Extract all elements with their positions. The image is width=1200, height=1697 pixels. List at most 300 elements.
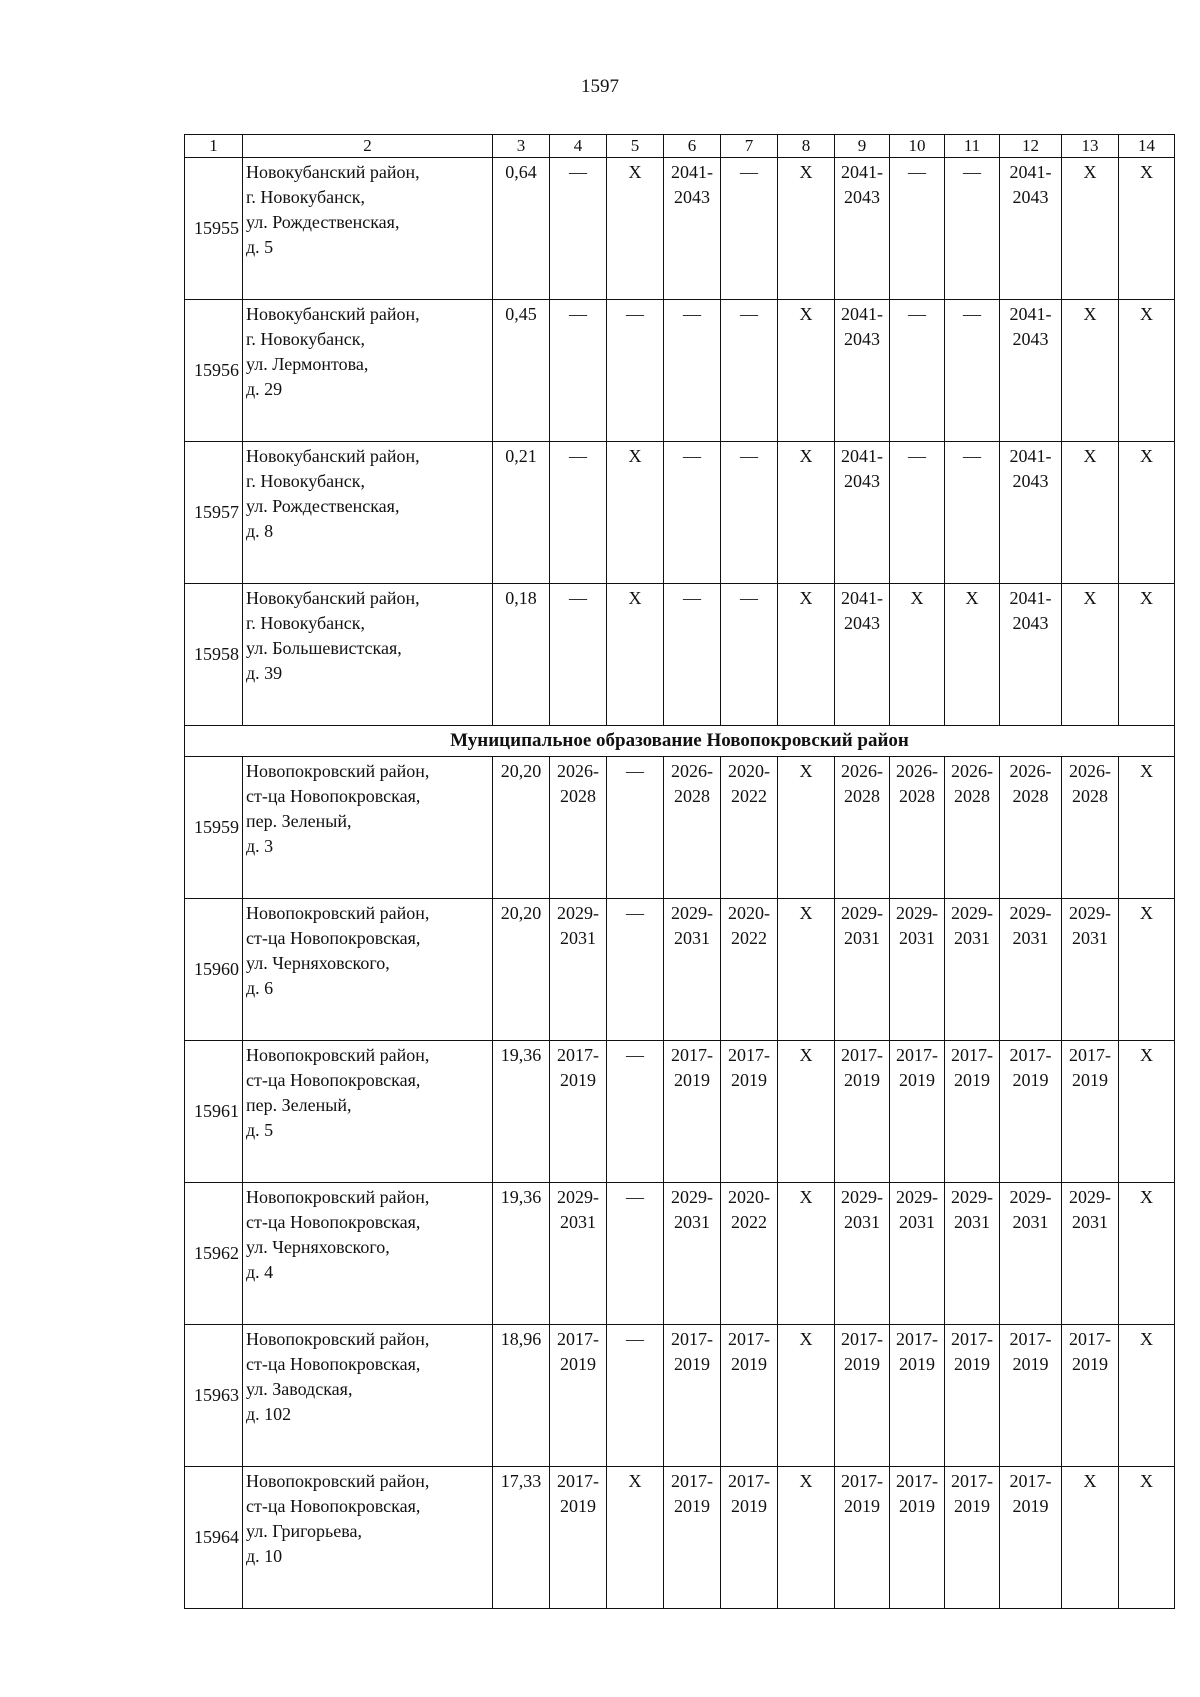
cell-text: 2019 xyxy=(560,1070,596,1090)
cell-text: 2019 xyxy=(731,1354,767,1374)
cell-text: 2019 xyxy=(954,1354,990,1374)
cell-text: 2031 xyxy=(844,1212,880,1232)
cell-text: 2031 xyxy=(674,928,710,948)
value-cell xyxy=(1062,158,1119,300)
value-cell xyxy=(890,1183,945,1325)
cell-text: 2028 xyxy=(1012,786,1049,806)
value-cell xyxy=(664,757,721,899)
cell-text: 2029- xyxy=(671,903,713,923)
cell-text: X xyxy=(1083,588,1097,608)
value-cell xyxy=(890,158,945,300)
cell-text: 2020- xyxy=(728,903,770,923)
area-cell: 19,36 xyxy=(493,1183,550,1325)
address-line: пер. Зеленый, xyxy=(246,1095,352,1115)
cell-text: X xyxy=(799,903,813,923)
cell-text: 2031 xyxy=(1072,928,1108,948)
row-number: 15956 xyxy=(185,300,243,442)
cell-text: 2017- xyxy=(728,1329,770,1349)
value-cell xyxy=(664,158,721,300)
address-line: д. 5 xyxy=(246,237,274,257)
column-number-row xyxy=(185,135,1175,158)
value-cell xyxy=(550,899,607,1041)
value-cell xyxy=(890,899,945,1041)
value-cell xyxy=(721,1325,778,1467)
cell-text: 2017- xyxy=(951,1329,993,1349)
column-number: 5 xyxy=(607,135,664,158)
address-line: Новокубанский район, xyxy=(246,446,420,466)
cell-text: X xyxy=(1140,1187,1153,1207)
cell-text: X xyxy=(799,761,813,781)
address-line: Новопокровский район, xyxy=(246,1045,430,1065)
table-row xyxy=(185,757,1175,899)
value-cell xyxy=(945,300,1000,442)
value-cell xyxy=(1119,899,1175,1041)
address-cell xyxy=(243,1467,493,1609)
value-cell xyxy=(835,1325,890,1467)
cell-text: — xyxy=(683,588,701,608)
value-cell xyxy=(890,442,945,584)
cell-text: — xyxy=(626,761,644,781)
value-cell xyxy=(890,300,945,442)
value-cell xyxy=(721,757,778,899)
cell-text: 2031 xyxy=(899,928,935,948)
area-cell: 0,18 xyxy=(493,584,550,726)
value-cell xyxy=(664,1325,721,1467)
address-line: г. Новокубанск, xyxy=(246,471,365,491)
cell-text: — xyxy=(740,446,758,466)
cell-text: 2017- xyxy=(671,1329,713,1349)
cell-text: 2017- xyxy=(951,1471,993,1491)
cell-text: X xyxy=(1083,162,1097,182)
cell-text: 2029- xyxy=(557,903,599,923)
value-cell xyxy=(721,158,778,300)
address-line: ул. Черняховского, xyxy=(246,953,390,973)
value-cell xyxy=(1119,442,1175,584)
cell-text: 2028 xyxy=(674,786,710,806)
cell-text: 2019 xyxy=(674,1354,710,1374)
cell-text: 2022 xyxy=(731,1212,767,1232)
value-cell xyxy=(835,1467,890,1609)
cell-text: 2031 xyxy=(954,1212,990,1232)
cell-text: X xyxy=(1140,761,1153,781)
value-cell xyxy=(1119,1467,1175,1609)
cell-text: 2019 xyxy=(1012,1354,1049,1374)
column-number: 9 xyxy=(835,135,890,158)
value-cell xyxy=(1119,757,1175,899)
cell-text: 2028 xyxy=(1072,786,1108,806)
value-cell xyxy=(1062,300,1119,442)
cell-text: 2019 xyxy=(731,1070,767,1090)
area-cell: 0,21 xyxy=(493,442,550,584)
address-cell xyxy=(243,757,493,899)
cell-text: 2017- xyxy=(557,1471,599,1491)
cell-text: 2017- xyxy=(841,1329,883,1349)
cell-text: 2019 xyxy=(899,1070,935,1090)
value-cell xyxy=(778,1041,835,1183)
value-cell xyxy=(778,1467,835,1609)
value-cell xyxy=(607,300,664,442)
cell-text: X xyxy=(965,588,979,608)
cell-text: 2019 xyxy=(1072,1354,1108,1374)
cell-text: X xyxy=(1140,446,1153,466)
area-cell: 0,45 xyxy=(493,300,550,442)
cell-text: X xyxy=(799,1329,813,1349)
value-cell xyxy=(778,1325,835,1467)
value-cell xyxy=(607,1183,664,1325)
cell-text: 2017- xyxy=(671,1471,713,1491)
address-line: ст-ца Новопокровская, xyxy=(246,1212,421,1232)
cell-text: 2043 xyxy=(844,471,880,491)
cell-text: — xyxy=(963,446,981,466)
cell-text: 2017- xyxy=(951,1045,993,1065)
table-row xyxy=(185,1041,1175,1183)
cell-text: X xyxy=(628,588,642,608)
value-cell xyxy=(550,1041,607,1183)
value-cell xyxy=(945,1467,1000,1609)
value-cell xyxy=(550,1183,607,1325)
cell-text: 2031 xyxy=(1012,928,1049,948)
value-cell xyxy=(1062,1325,1119,1467)
cell-text: 2031 xyxy=(1072,1212,1108,1232)
cell-text: 2043 xyxy=(674,187,710,207)
cell-text: 2017- xyxy=(896,1045,938,1065)
cell-text: 2017- xyxy=(557,1045,599,1065)
cell-text: 2019 xyxy=(731,1496,767,1516)
table-row xyxy=(185,300,1175,442)
value-cell xyxy=(607,1325,664,1467)
address-line: г. Новокубанск, xyxy=(246,613,365,633)
cell-text: 2022 xyxy=(731,786,767,806)
value-cell xyxy=(550,584,607,726)
value-cell xyxy=(550,300,607,442)
cell-text: — xyxy=(569,446,587,466)
cell-text: 2020- xyxy=(728,761,770,781)
cell-text: — xyxy=(740,162,758,182)
cell-text: 2043 xyxy=(844,613,880,633)
cell-text: 2031 xyxy=(1012,1212,1049,1232)
cell-text: 2019 xyxy=(844,1070,880,1090)
column-number: 8 xyxy=(778,135,835,158)
cell-text: 2029- xyxy=(671,1187,713,1207)
column-number: 6 xyxy=(664,135,721,158)
address-cell xyxy=(243,1183,493,1325)
area-cell: 0,64 xyxy=(493,158,550,300)
value-cell xyxy=(890,1467,945,1609)
cell-text: 2043 xyxy=(1012,329,1049,349)
cell-text: 2041- xyxy=(1009,304,1052,324)
value-cell xyxy=(721,1183,778,1325)
address-line: ул. Заводская, xyxy=(246,1379,353,1399)
area-cell: 20,20 xyxy=(493,757,550,899)
cell-text: 2026- xyxy=(557,761,599,781)
value-cell xyxy=(1062,442,1119,584)
column-number: 12 xyxy=(1000,135,1062,158)
cell-text: X xyxy=(1083,304,1097,324)
value-cell xyxy=(1119,300,1175,442)
cell-text: 2026- xyxy=(1069,761,1111,781)
value-cell xyxy=(890,1041,945,1183)
value-cell xyxy=(664,899,721,1041)
cell-text: 2041- xyxy=(841,304,883,324)
page-number: 1597 xyxy=(581,76,619,97)
address-line: ст-ца Новопокровская, xyxy=(246,786,421,806)
cell-text: 2043 xyxy=(1012,471,1049,491)
address-line: ул. Рождественская, xyxy=(246,496,400,516)
table-row xyxy=(185,1325,1175,1467)
value-cell xyxy=(1062,757,1119,899)
value-cell xyxy=(550,757,607,899)
cell-text: 2017- xyxy=(1009,1045,1052,1065)
cell-text: — xyxy=(569,304,587,324)
cell-text: 2028 xyxy=(954,786,990,806)
value-cell xyxy=(721,584,778,726)
cell-text: X xyxy=(799,1471,813,1491)
value-cell xyxy=(835,899,890,1041)
address-line: Новопокровский район, xyxy=(246,903,430,923)
address-line: Новопокровский район, xyxy=(246,761,430,781)
cell-text: X xyxy=(799,446,813,466)
address-line: Новопокровский район, xyxy=(246,1329,430,1349)
value-cell xyxy=(1000,1183,1062,1325)
address-line: ул. Григорьева, xyxy=(246,1521,362,1541)
value-cell xyxy=(607,1467,664,1609)
value-cell xyxy=(778,442,835,584)
address-line: ул. Рождественская, xyxy=(246,212,400,232)
address-cell xyxy=(243,584,493,726)
cell-text: 2019 xyxy=(954,1070,990,1090)
row-number: 15960 xyxy=(185,899,243,1041)
row-number: 15961 xyxy=(185,1041,243,1183)
address-line: д. 8 xyxy=(246,521,274,541)
row-number: 15959 xyxy=(185,757,243,899)
cell-text: — xyxy=(626,1329,644,1349)
value-cell xyxy=(664,300,721,442)
value-cell xyxy=(945,1325,1000,1467)
cell-text: 2028 xyxy=(844,786,880,806)
value-cell xyxy=(1119,1041,1175,1183)
column-number: 4 xyxy=(550,135,607,158)
value-cell xyxy=(607,158,664,300)
table-row xyxy=(185,584,1175,726)
value-cell xyxy=(778,158,835,300)
address-line: ул. Черняховского, xyxy=(246,1237,390,1257)
cell-text: 2043 xyxy=(1012,613,1049,633)
value-cell xyxy=(945,584,1000,726)
row-number: 15964 xyxy=(185,1467,243,1609)
cell-text: X xyxy=(910,588,924,608)
cell-text: 2019 xyxy=(899,1496,935,1516)
address-line: д. 39 xyxy=(246,663,283,683)
address-line: ул. Лермонтова, xyxy=(246,354,369,374)
value-cell xyxy=(607,899,664,1041)
value-cell xyxy=(664,442,721,584)
value-cell xyxy=(835,1041,890,1183)
area-cell: 18,96 xyxy=(493,1325,550,1467)
repair-schedule-table xyxy=(184,134,1175,1609)
cell-text: 2017- xyxy=(841,1045,883,1065)
cell-text: 2043 xyxy=(1012,187,1049,207)
cell-text: — xyxy=(683,304,701,324)
cell-text: 2029- xyxy=(951,1187,993,1207)
cell-text: 2019 xyxy=(1012,1070,1049,1090)
cell-text: X xyxy=(799,304,813,324)
cell-text: — xyxy=(626,903,644,923)
address-line: Новопокровский район, xyxy=(246,1187,430,1207)
cell-text: 2019 xyxy=(674,1070,710,1090)
cell-text: 2019 xyxy=(1012,1496,1049,1516)
cell-text: 2026- xyxy=(841,761,883,781)
value-cell xyxy=(778,1183,835,1325)
section-row xyxy=(185,726,1175,757)
value-cell xyxy=(721,899,778,1041)
cell-text: 2019 xyxy=(560,1496,596,1516)
cell-text: — xyxy=(569,588,587,608)
address-cell xyxy=(243,158,493,300)
value-cell xyxy=(1000,300,1062,442)
cell-text: 2043 xyxy=(844,187,880,207)
cell-text: 2029- xyxy=(557,1187,599,1207)
value-cell xyxy=(1000,158,1062,300)
value-cell xyxy=(778,584,835,726)
address-line: Новопокровский район, xyxy=(246,1471,430,1491)
cell-text: 2020- xyxy=(728,1187,770,1207)
cell-text: 2017- xyxy=(557,1329,599,1349)
cell-text: 2041- xyxy=(1009,446,1052,466)
address-line: д. 102 xyxy=(246,1404,292,1424)
value-cell xyxy=(945,1041,1000,1183)
address-line: д. 5 xyxy=(246,1120,274,1140)
cell-text: 2026- xyxy=(896,761,938,781)
cell-text: 2029- xyxy=(1009,1187,1052,1207)
value-cell xyxy=(721,1467,778,1609)
address-line: ул. Большевистская, xyxy=(246,638,402,658)
address-cell xyxy=(243,442,493,584)
value-cell xyxy=(945,899,1000,1041)
cell-text: 2041- xyxy=(841,588,883,608)
cell-text: 2029- xyxy=(1009,903,1052,923)
address-line: д. 3 xyxy=(246,836,274,856)
cell-text: 2041- xyxy=(1009,588,1052,608)
address-line: д. 10 xyxy=(246,1546,283,1566)
value-cell xyxy=(778,300,835,442)
cell-text: X xyxy=(1140,1329,1153,1349)
cell-text: 2019 xyxy=(1072,1070,1108,1090)
cell-text: 2031 xyxy=(674,1212,710,1232)
cell-text: 2029- xyxy=(841,903,883,923)
cell-text: 2029- xyxy=(896,903,938,923)
cell-text: X xyxy=(1140,162,1153,182)
cell-text: X xyxy=(799,1187,813,1207)
cell-text: X xyxy=(1083,1471,1097,1491)
cell-text: 2017- xyxy=(1069,1045,1111,1065)
value-cell xyxy=(1119,1325,1175,1467)
cell-text: — xyxy=(908,304,926,324)
address-line: Новокубанский район, xyxy=(246,304,420,324)
cell-text: — xyxy=(569,162,587,182)
cell-text: — xyxy=(963,162,981,182)
value-cell xyxy=(835,1183,890,1325)
area-cell: 17,33 xyxy=(493,1467,550,1609)
column-number: 14 xyxy=(1119,135,1175,158)
cell-text: 2019 xyxy=(674,1496,710,1516)
value-cell xyxy=(550,1467,607,1609)
value-cell xyxy=(607,757,664,899)
value-cell xyxy=(721,300,778,442)
cell-text: 2031 xyxy=(954,928,990,948)
cell-text: 2019 xyxy=(844,1354,880,1374)
column-number: 2 xyxy=(243,135,493,158)
column-number: 1 xyxy=(185,135,243,158)
section-title: Муниципальное образование Новопокровский район xyxy=(185,726,1175,757)
value-cell xyxy=(664,1183,721,1325)
value-cell xyxy=(1062,899,1119,1041)
value-cell xyxy=(1000,757,1062,899)
cell-text: 2019 xyxy=(844,1496,880,1516)
value-cell xyxy=(1000,1041,1062,1183)
cell-text: 2029- xyxy=(1069,903,1111,923)
value-cell xyxy=(945,1183,1000,1325)
cell-text: — xyxy=(963,304,981,324)
value-cell xyxy=(1000,1467,1062,1609)
cell-text: 2041- xyxy=(1009,162,1052,182)
cell-text: 2019 xyxy=(899,1354,935,1374)
cell-text: X xyxy=(1140,588,1153,608)
address-line: г. Новокубанск, xyxy=(246,329,365,349)
value-cell xyxy=(835,757,890,899)
cell-text: X xyxy=(628,1471,642,1491)
value-cell xyxy=(721,442,778,584)
column-number: 13 xyxy=(1062,135,1119,158)
cell-text: 2043 xyxy=(844,329,880,349)
address-line: д. 6 xyxy=(246,978,274,998)
cell-text: X xyxy=(628,162,642,182)
cell-text: 2017- xyxy=(1009,1329,1052,1349)
cell-text: 2031 xyxy=(560,928,596,948)
value-cell xyxy=(945,757,1000,899)
column-number: 3 xyxy=(493,135,550,158)
address-line: г. Новокубанск, xyxy=(246,187,365,207)
row-number: 15962 xyxy=(185,1183,243,1325)
cell-text: 2017- xyxy=(728,1471,770,1491)
value-cell xyxy=(1119,1183,1175,1325)
cell-text: 2028 xyxy=(899,786,935,806)
value-cell xyxy=(607,1041,664,1183)
cell-text: 2029- xyxy=(951,903,993,923)
value-cell xyxy=(1062,1041,1119,1183)
value-cell xyxy=(1062,1183,1119,1325)
value-cell xyxy=(835,158,890,300)
cell-text: X xyxy=(1140,304,1153,324)
address-line: ст-ца Новопокровская, xyxy=(246,928,421,948)
cell-text: 2017- xyxy=(896,1471,938,1491)
table-row xyxy=(185,1467,1175,1609)
value-cell xyxy=(835,300,890,442)
cell-text: — xyxy=(740,588,758,608)
column-number: 7 xyxy=(721,135,778,158)
area-cell: 19,36 xyxy=(493,1041,550,1183)
cell-text: 2031 xyxy=(844,928,880,948)
value-cell xyxy=(721,1041,778,1183)
cell-text: — xyxy=(626,1187,644,1207)
row-number: 15963 xyxy=(185,1325,243,1467)
cell-text: 2041- xyxy=(671,162,713,182)
cell-text: — xyxy=(908,446,926,466)
row-number: 15958 xyxy=(185,584,243,726)
cell-text: 2029- xyxy=(896,1187,938,1207)
value-cell xyxy=(945,158,1000,300)
cell-text: 2029- xyxy=(841,1187,883,1207)
cell-text: X xyxy=(1083,446,1097,466)
